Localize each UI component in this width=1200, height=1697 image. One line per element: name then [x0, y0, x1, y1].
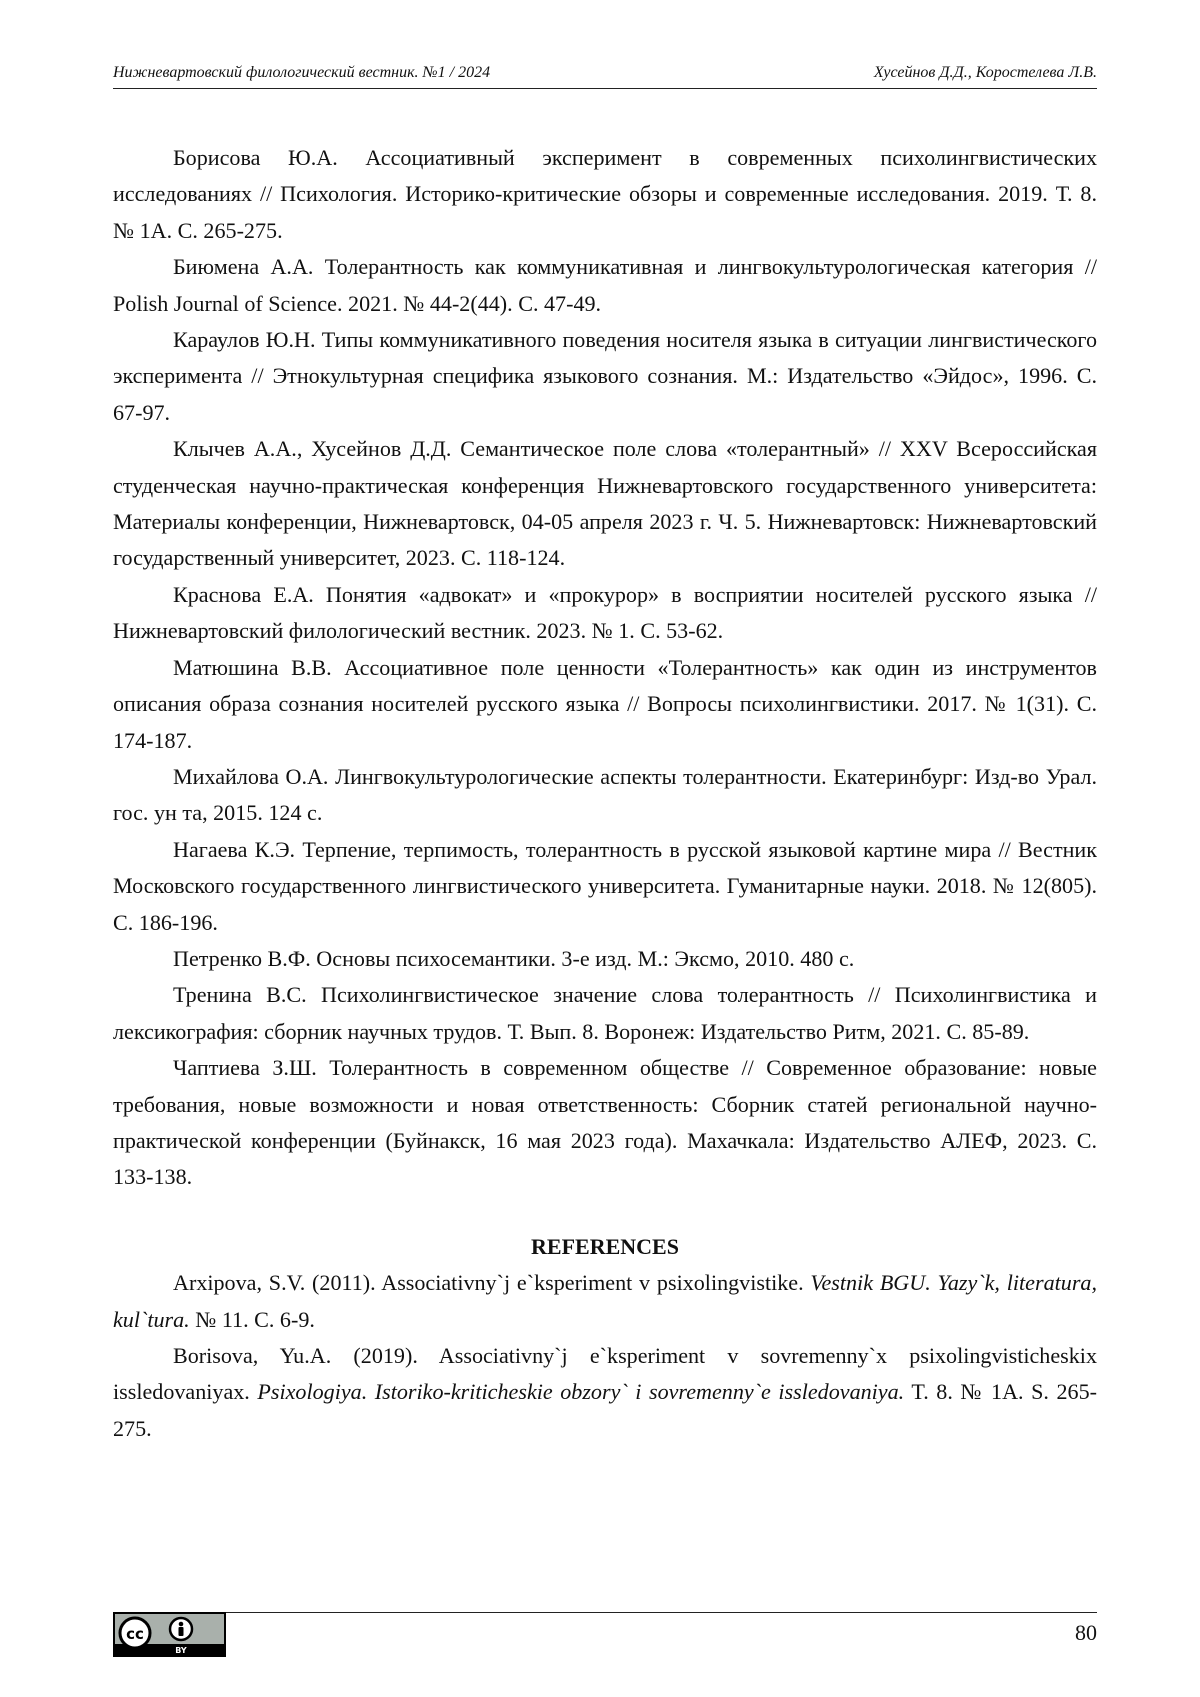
footer-rule: [225, 1612, 1097, 1613]
reference-text: № 11. C. 6-9.: [189, 1306, 315, 1332]
article-authors: Хусейнов Д.Д., Коростелева Л.В.: [873, 64, 1097, 81]
reference-item: Борисова Ю.А. Ассоциативный эксперимент в современных психолингвистических исследованиях // Психология. Историко-критические обзоры и современные исследования. 2019. Т. 8. № 1А. С. 265-275.: [113, 145, 1097, 243]
reference-item: Михайлова О.А. Лингвокультурологические аспекты толерантности. Екатеринбург: Изд-во Урал. гос. ун та, 2015. 124 с.: [113, 763, 1097, 826]
journal-title: Нижневартовский филологический вестник. №1 / 2024: [113, 64, 491, 81]
svg-text:BY: BY: [175, 1646, 187, 1655]
reference-item: Клычев А.А., Хусейнов Д.Д. Семантическое поле слова «толерантный» // XXV Всероссийская студенческая научно-практическая конференция Нижневартовского государственного университета: Материалы конференции, Нижневартовск, 04-05 апреля 2023 г. Ч. 5. Нижневартовск: Нижневартовский государственный университет, 2023. С. 118-124.: [113, 436, 1097, 571]
reference-item: Чаптиева З.Ш. Толерантность в современном обществе // Современное образование: новые требования, новые возможности и новая ответственность: Сборник статей региональной научно-практической конференции (Буйнакск, 16 мая 2023 года). Махачкала: Издательство АЛЕФ, 2023. С. 133-138.: [113, 1055, 1097, 1190]
reference-item: Петренко В.Ф. Основы психосемантики. 3-е изд. М.: Эксмо, 2010. 480 с.: [173, 945, 855, 971]
reference-item: Караулов Ю.Н. Типы коммуникативного поведения носителя языка в ситуации лингвистического эксперимента // Этнокультурная специфика языкового сознания. М.: Издательство «Эйдос», 1996. С. 67-97.: [113, 327, 1097, 425]
reference-item-en: [113, 1265, 1097, 1338]
reference-item: Матюшина В.В. Ассоциативное поле ценности «Толерантность» как один из инструментов описания образа сознания носителей русского языка // Вопросы психолингвистики. 2017. № 1(31). С. 174-187.: [113, 654, 1097, 753]
reference-item: Нагаева К.Э. Терпение, терпимость, толерантность в русской языковой картине мира // Вестник Московского государственного лингвистического университета. Гуманитарные науки. 2018. № 12(805). С. 186-196.: [113, 836, 1097, 935]
page-body: [113, 140, 1097, 1447]
reference-item: Тренина В.С. Психолингвистическое значение слова толерантность // Психолингвистика и лексикография: сборник научных трудов. Т. Вып. 8. Воронеж: Издательство Ритм, 2021. С. 85-89.: [113, 982, 1097, 1044]
reference-item: Биюмена А.А. Толерантность как коммуникативная и лингвокультурологическая категория // Polish Journal of Science. 2021. № 44-2(44). С. 47-49.: [113, 254, 1097, 316]
reference-item: Краснова Е.А. Понятия «адвокат» и «прокурор» в восприятии носителей русского языка // Нижневартовский филологический вестник. 2023. № 1. С. 53-62.: [113, 581, 1097, 644]
reference-item-en: [113, 1338, 1097, 1447]
cc-by-license-icon: [113, 1612, 226, 1657]
reference-text: T. 8. № 1A. S. 265-275.: [113, 1379, 1097, 1441]
reference-source-italic: Psixologiya. Istoriko-kriticheskie obzory` i sovremenny`e issledovaniya.: [257, 1379, 905, 1405]
references-heading: REFERENCES: [531, 1233, 679, 1259]
running-header: [113, 62, 1097, 89]
reference-text: Borisova, Yu.A. (2019). Associativny`j e`ksperiment v sovremenny`x psixolingvisticheskix issledovaniyax.: [113, 1343, 1097, 1405]
reference-list-en: [113, 1265, 1097, 1447]
reference-list-ru: [113, 140, 1097, 1196]
reference-text: Arxipova, S.V. (2011). Associativny`j e`ksperiment v psixolingvistike.: [173, 1270, 811, 1296]
svg-text:cc: cc: [126, 1625, 144, 1643]
reference-source-italic: Vestnik BGU. Yazy`k, literatura, kul`tura.: [113, 1270, 1097, 1332]
page-number: 80: [1075, 1620, 1097, 1645]
